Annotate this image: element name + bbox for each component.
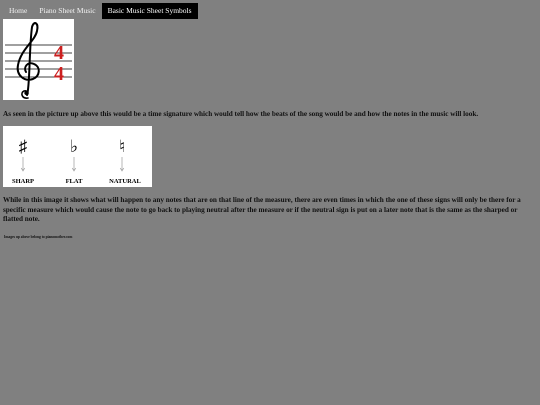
time-signature-graphic xyxy=(3,19,74,100)
accidentals-graphic xyxy=(3,126,152,187)
natural-icon: ♮ xyxy=(118,137,126,156)
natural-label: NATURAL xyxy=(109,178,141,185)
flat-label: FLAT xyxy=(65,178,83,185)
accidental-sharp xyxy=(12,137,34,185)
sharp-label: SHARP xyxy=(11,178,35,185)
time-signature-image xyxy=(3,19,74,100)
nav-item-piano-sheet-music[interactable]: Piano Sheet Music xyxy=(39,6,96,15)
nav-item-basic-music-sheet-symbols[interactable]: Basic Music Sheet Symbols xyxy=(102,3,198,19)
time-signature-description: As seen in the picture up above this would be a time signature which would tell how the beats of the song would be and how the notes in the music will look. xyxy=(3,110,479,118)
nav-item-home[interactable]: Home xyxy=(9,6,28,15)
time-signature-numerator: 4 xyxy=(54,42,64,64)
accidentals-image xyxy=(3,126,152,187)
image-credit: Images up above belong to pianomother.com xyxy=(4,235,73,239)
sharp-icon: ♯ xyxy=(18,137,28,156)
time-signature-denominator: 4 xyxy=(54,63,64,85)
nav-bar xyxy=(3,3,198,19)
treble-clef-icon xyxy=(18,23,39,98)
accidental-natural xyxy=(109,137,141,185)
accidentals-description: While in this image it shows what will happen to any notes that are on that line of the measure, there are even times in which the one of these signs will only be there for a specific measure which would cause the note to go back to playing neutral after the measure or if the neutral sign is put on a later note that is the same as the sharped or flatted note. xyxy=(3,196,521,223)
flat-icon: ♭ xyxy=(69,137,79,156)
accidental-flat xyxy=(66,137,84,185)
